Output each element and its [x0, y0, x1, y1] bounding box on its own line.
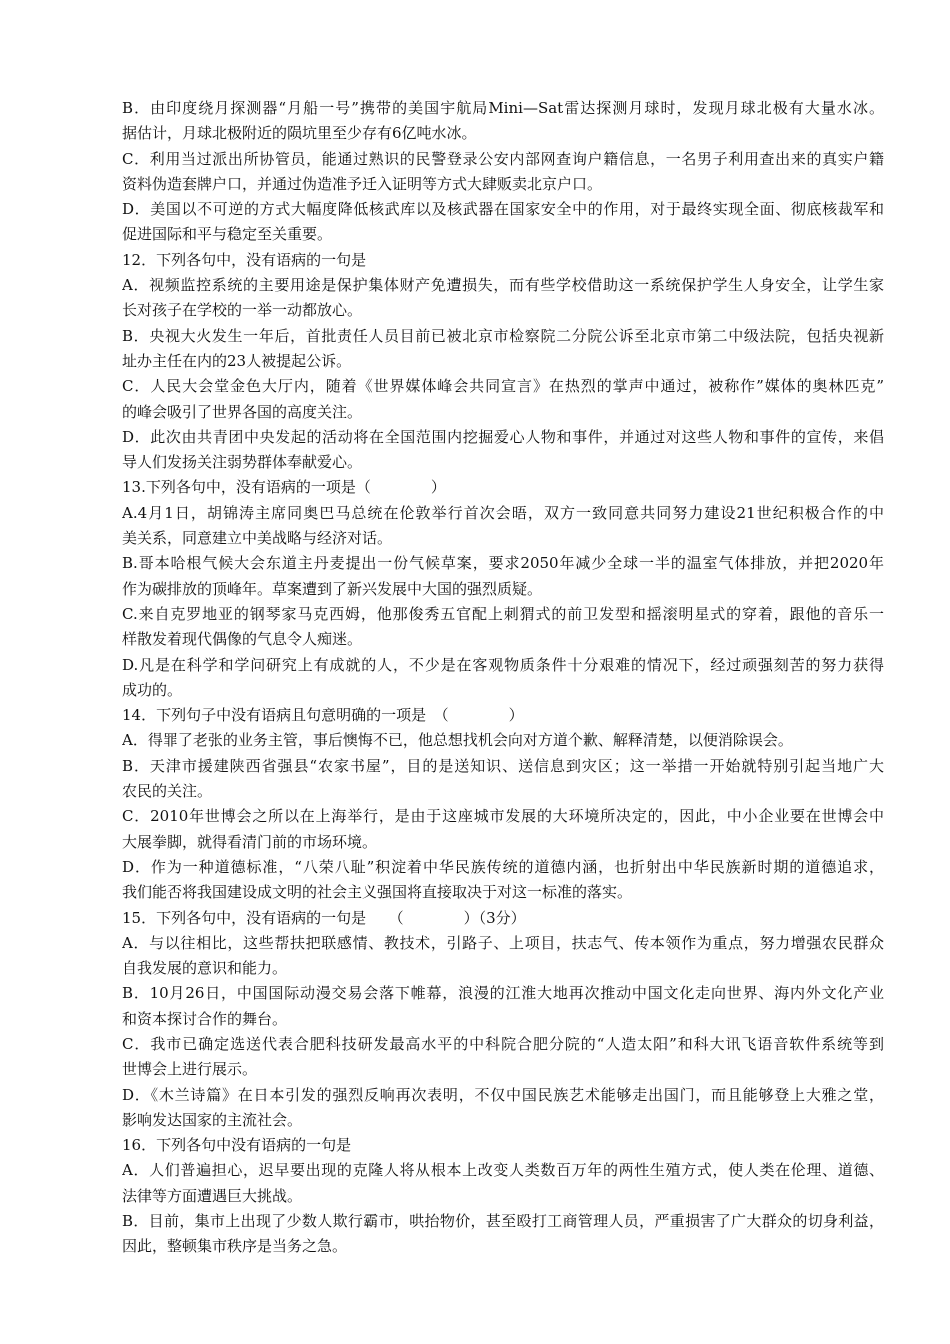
text-line: 址办主任在内的23人被提起公诉。 — [122, 351, 352, 370]
text-line: B．由印度绕月探测器“月船一号”携带的美国宇航局Mini—Sat雷达探测月球时，发现月球北极有大量水冰。 — [122, 99, 884, 117]
text-line: 样散发着现代偶像的气息令人痴迷。 — [122, 630, 363, 649]
text-line: 13.下列各句中，没有语病的一项是（ ） — [122, 478, 446, 497]
text-line: 世博会上进行展示。 — [122, 1060, 258, 1079]
text-line: C．人民大会堂金色大厅内，随着《世界媒体峰会共同宣言》在热烈的掌声中通过，被称作”媒体的奥林匹克” — [122, 377, 884, 396]
text-line: B．10月26日，中国国际动漫交易会落下帷幕，浪漫的江淮大地再次推动中国文化走向世界、海内外文化产业 — [122, 984, 884, 1003]
text-line: D.凡是在科学和学问研究上有成就的人，不少是在客观物质条件十分艰难的情况下，经过顽强刻苦的努力获得 — [122, 655, 884, 674]
text-line: D．此次由共青团中央发起的活动将在全国范围内挖掘爱心人物和事件，并通过对这些人物和事件的宣传，来倡 — [122, 427, 884, 446]
text-line: 资料伪造套牌户口，并通过伪造准予迁入证明等方式大肆贩卖北京户口。 — [122, 174, 603, 193]
text-line: 导人们发扬关注弱势群体奉献爱心。 — [122, 453, 363, 472]
text-line: A．与以往相比，这些帮扶把联感情、教技术，引路子、上项目，扶志气、传本领作为重点，努力增强农民群众 — [122, 933, 884, 952]
text-line: 影响发达国家的主流社会。 — [122, 1110, 303, 1129]
text-line: C．2010年世博会之所以在上海举行，是由于这座城市发展的大环境所决定的，因此，中小企业要在世博会中 — [122, 807, 884, 826]
text-line: 自我发展的意识和能力。 — [122, 959, 288, 978]
text-line: 大展拳脚，就得看清门前的市场环境。 — [122, 832, 378, 851]
text-line: 16．下列各句中没有语病的一句是 — [122, 1136, 352, 1155]
text-line: D．《木兰诗篇》在日本引发的强烈反响再次表明，不仅中国民族艺术能够走出国门，而且能够登上大雅之堂， — [122, 1085, 884, 1104]
text-line: C.来自克罗地亚的钢琴家马克西姆，他那俊秀五官配上刺猬式的前卫发型和摇滚明星式的穿着，跟他的音乐一 — [122, 604, 884, 623]
text-line: A．视频监控系统的主要用途是保护集体财产免遭损失，而有些学校借助这一系统保护学生人身安全，让学生家 — [122, 276, 884, 295]
text-line: D．美国以不可逆的方式大幅度降低核武库以及核武器在国家安全中的作用，对于最终实现全面、彻底核裁军和 — [122, 200, 884, 219]
document-page — [122, 96, 884, 1260]
text-line: B.哥本哈根气候大会东道主丹麦提出一份气候草案，要求2050年减少全球一半的温室气体排放，并把2020年 — [122, 554, 884, 573]
text-line: 成功的。 — [122, 680, 183, 699]
text-line: 14．下列句子中没有语病且句意明确的一项是 （ ） — [122, 706, 524, 725]
text-line: B．央视大火发生一年后，首批责任人员目前已被北京市检察院二分院公诉至北京市第二中级法院，包括央视新 — [122, 326, 884, 345]
text-line: A．人们普遍担心，迟早要出现的克隆人将从根本上改变人类数百万年的两性生殖方式，使人类在伦理、道德、 — [122, 1161, 884, 1180]
text-line: 长对孩子在学校的一举一动都放心。 — [122, 301, 363, 320]
text-line: 因此，整顿集市秩序是当务之急。 — [122, 1237, 348, 1256]
text-line: A．得罪了老张的业务主管，事后懊悔不已，他总想找机会向对方道个歉、解释清楚，以便消除误会。 — [122, 731, 793, 750]
text-line: D．作为一种道德标准，“八荣八耻”积淀着中华民族传统的道德内涵，也折射出中华民族新时期的道德追求， — [122, 857, 884, 876]
text-line: 12．下列各句中，没有语病的一句是 — [122, 250, 367, 269]
text-line: 促进国际和平与稳定至关重要。 — [122, 225, 333, 244]
text-line: C．我市已确定选送代表合肥科技研发最高水平的中科院合肥分院的“人造太阳”和科大讯飞语音软件系统等到 — [122, 1034, 884, 1053]
text-line: 美关系，同意建立中美战略与经济对话。 — [122, 529, 393, 548]
text-line: 农民的关注。 — [122, 782, 213, 801]
text-line: 据估计，月球北极附近的陨坑里至少存有6亿吨水冰。 — [122, 124, 477, 143]
text-line: 法律等方面遭遇巨大挑战。 — [122, 1186, 303, 1205]
text-line: 的峰会吸引了世界各国的高度关注。 — [122, 402, 363, 421]
text-line: A.4月1日，胡锦涛主席同奥巴马总统在伦敦举行首次会晤，双方一致同意共同努力建设21世纪积极合作的中 — [122, 503, 884, 522]
text-line: B．目前，集市上出现了少数人欺行霸市，哄抬物价，甚至殴打工商管理人员，严重损害了广大群众的切身利益， — [122, 1212, 884, 1231]
text-line: 和资本探讨合作的舞台。 — [122, 1009, 288, 1028]
text-line: 我们能否将我国建设成文明的社会主义强国将直接取决于对这一标准的落实。 — [122, 883, 633, 902]
text-line: 作为碳排放的顶峰年。草案遭到了新兴发展中大国的强烈质疑。 — [122, 579, 543, 598]
text-line: C．利用当过派出所协管员，能通过熟识的民警登录公安内部网查询户籍信息，一名男子利用查出来的真实户籍 — [122, 149, 884, 168]
text-line: B．天津市援建陕西省强县“农家书屋”，目的是送知识、送信息到灾区；这一举措一开始就特别引起当地广大 — [122, 756, 884, 775]
text-line: 15．下列各句中，没有语病的一句是 （ ）（3分） — [122, 908, 526, 927]
